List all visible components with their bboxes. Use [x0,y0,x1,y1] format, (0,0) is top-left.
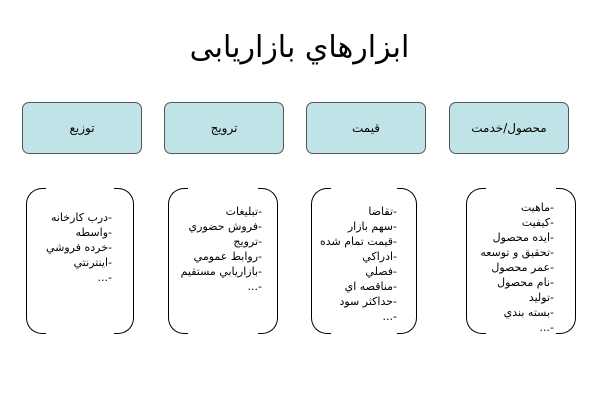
list-price [311,188,417,334]
list-item: -... [97,271,112,284]
right-bracket [114,188,134,334]
list-product-service [466,188,576,334]
list-item: -نام محصول [497,276,554,289]
list-distribution [26,188,134,334]
box-label: توزيع [69,121,95,135]
list-promotion [168,188,278,334]
list-item: -ماهيت [520,201,554,214]
list-item: -فروش حضوري [188,220,262,233]
box-price [306,102,426,154]
list-item: -قيمت تمام شده [319,235,397,248]
list-item: -مناقصه اي [344,280,397,293]
item-list [46,210,112,285]
list-item: -فصلي [365,265,397,278]
list-item: -... [382,310,397,323]
box-promotion [164,102,284,154]
list-item: -ايده محصول [492,231,554,244]
right-bracket [556,188,576,334]
right-bracket [397,188,417,334]
item-list [480,200,554,335]
list-item: -حداکثر سود [339,295,397,308]
list-item: -تبليغات [225,205,262,218]
list-item: -ادراکي [362,250,397,263]
list-item: -تحقيق و توسعه [480,246,554,259]
item-list [181,204,262,294]
item-list [320,204,397,324]
list-item: -روابط عمومي [193,250,262,263]
left-bracket [26,188,46,334]
list-item: -توليد [528,291,554,304]
list-item: -سهم بازار [347,220,397,233]
list-item: -بسته بندي [503,306,554,319]
list-item: -بازاريابي مستقيم [180,265,262,278]
box-label: قيمت [351,121,381,135]
list-item: -خرده فروشي [45,241,112,254]
box-label: ترويج [210,121,238,135]
list-item: -عمر محصول [491,261,554,274]
list-item: -درب کارخانه [50,211,112,224]
list-item: -... [539,321,554,334]
box-distribution [22,102,142,154]
list-item: -کيفيت [521,216,554,229]
box-product-service [449,102,569,154]
list-item: -تقاضا [368,205,397,218]
box-label: محصول/خدمت [471,121,547,135]
list-item: -... [247,280,262,293]
list-item: -ترويج [233,235,262,248]
list-item: -اينترنتي [73,256,112,269]
diagram-title: ابزارهاي بازاريابی [189,30,410,65]
list-item: -واسطه [75,226,112,239]
